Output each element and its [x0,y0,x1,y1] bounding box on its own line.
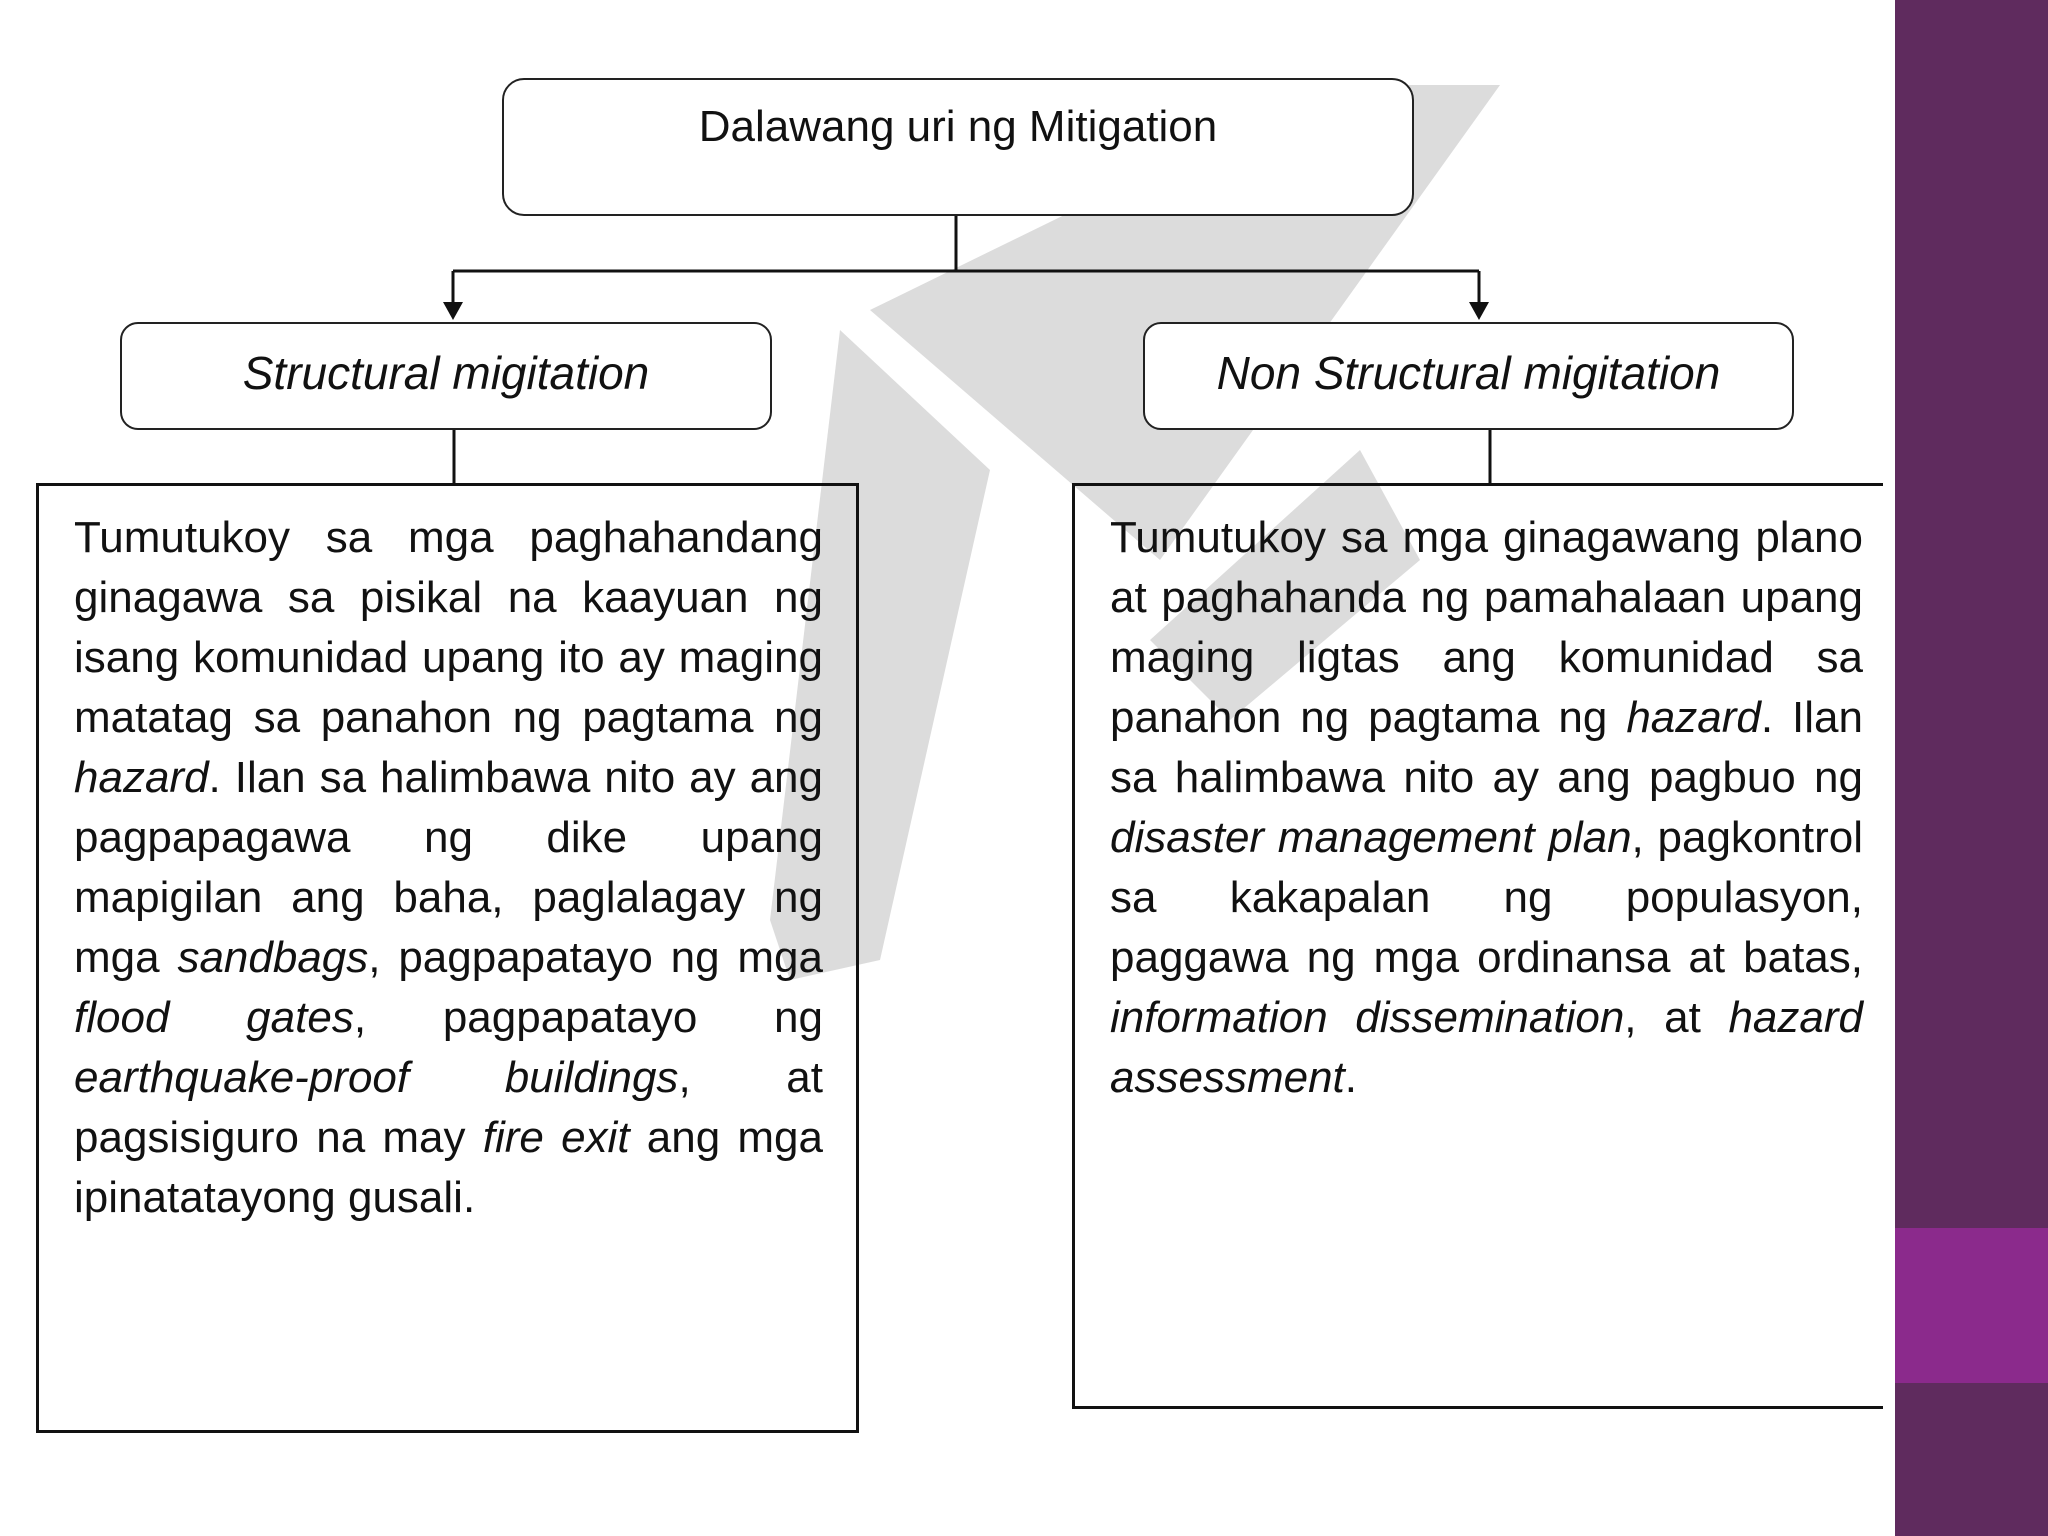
italic-term: disaster management plan [1110,813,1632,862]
structural-mitigation-label: Structural migitation [242,347,650,399]
text-run: . Ilan sa halimbawa nito ay ang pagbuo ng [1110,693,1863,802]
non-structural-mitigation-node [1143,322,1794,430]
italic-term: hazard [1626,693,1761,742]
non-structural-mitigation-description [1110,508,1863,1108]
italic-term: hazard assessment [1110,993,1863,1102]
text-run: ang mga ipinatatayong gusali. [74,1113,823,1222]
text-run: , pagpapatayo ng mga [368,933,823,982]
structural-mitigation-description [74,508,823,1228]
structural-mitigation-description-box [36,483,859,1433]
text-run: , pagkontrol sa kakapalan ng populasyon, paggawa ng mga ordinansa at batas, [1110,813,1863,982]
text-run: . [1344,1053,1357,1102]
italic-term: information dissemination [1110,993,1625,1042]
italic-term: earthquake-proof buildings [74,1053,679,1102]
text-run: . Ilan sa halimbawa nito ay ang pagpapagawa ng dike upang mapigilan ang baha, paglalagay ng mga [74,753,823,982]
side-panel-accent [1895,1228,2048,1383]
italic-term: flood gates [74,993,354,1042]
non-structural-mitigation-description-box [1072,483,1883,1409]
italic-term: hazard [74,753,209,802]
italic-term: sandbags [177,933,369,982]
text-run: Tumutukoy sa mga ginagawang plano at paghahanda ng pamahalaan upang maging ligtas ang komunidad sa panahon ng pagtama ng [1110,513,1863,742]
text-run: , at pagsisiguro na may [74,1053,823,1162]
root-node [502,78,1414,216]
text-run: Tumutukoy sa mga paghahandang ginagawa sa pisikal na kaayuan ng isang komunidad upang ito ay maging matatag sa panahon ng pagtama ng [74,513,823,742]
text-run: , at [1624,993,1729,1042]
root-node-label: Dalawang uri ng Mitigation [698,102,1218,151]
text-run: , pagpapatayo ng [353,993,823,1042]
italic-term: fire exit [482,1113,630,1162]
structural-mitigation-node [120,322,772,430]
non-structural-mitigation-label: Non Structural migitation [1216,347,1721,399]
